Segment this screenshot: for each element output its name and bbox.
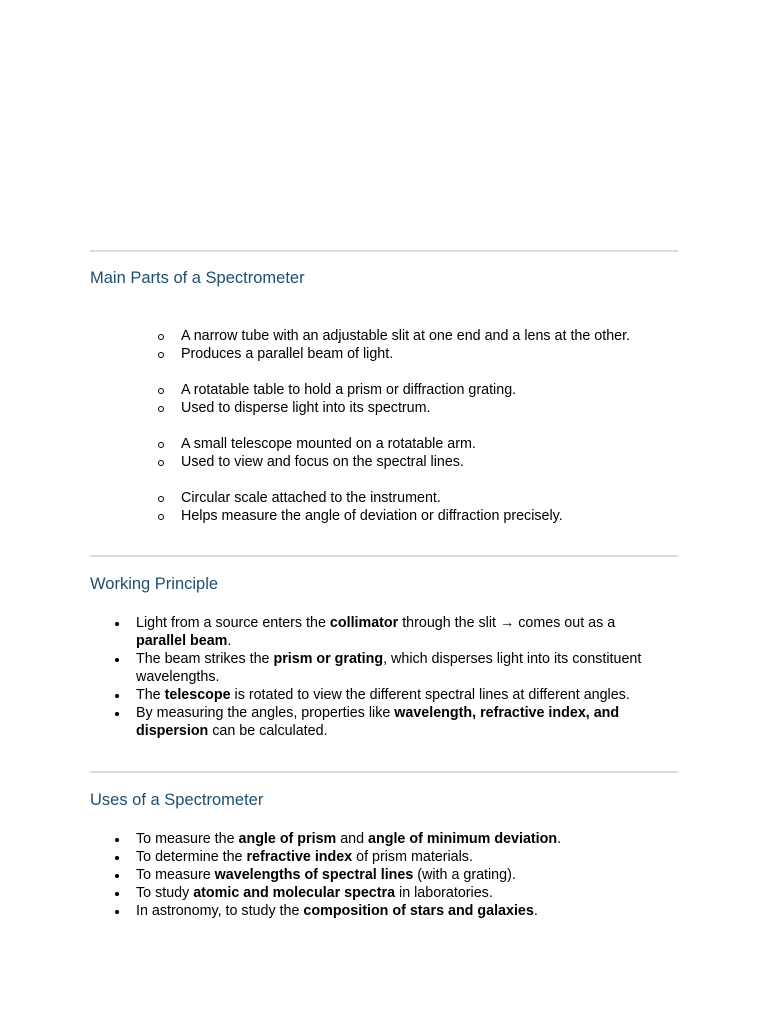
section-divider — [90, 555, 678, 557]
circle-bullet-icon — [158, 352, 164, 358]
circle-bullet-icon — [158, 406, 164, 412]
disc-bullet-icon — [115, 856, 119, 860]
list-item: The telescope is rotated to view the different spectral lines at different angles. — [0, 686, 680, 704]
list-item: Light from a source enters the collimator through the slit → comes out as a parallel beam. — [0, 614, 680, 650]
circle-bullet-icon — [158, 514, 164, 520]
disc-bullet-icon — [115, 874, 119, 878]
list-item: Circular scale attached to the instrument. — [0, 489, 630, 507]
uses-list — [0, 830, 680, 920]
disc-bullet-icon — [115, 892, 119, 896]
disc-bullet-icon — [115, 838, 119, 842]
circle-bullet-icon — [158, 334, 164, 340]
disc-bullet-icon — [115, 658, 119, 662]
list-item: To determine the refractive index of prism materials. — [0, 848, 680, 866]
list-item: Produces a parallel beam of light. — [0, 345, 630, 363]
list-item: To measure wavelengths of spectral lines (with a grating). — [0, 866, 680, 884]
disc-bullet-icon — [115, 622, 119, 626]
disc-bullet-icon — [115, 910, 119, 914]
section-divider — [90, 771, 678, 773]
list-item: To study atomic and molecular spectra in laboratories. — [0, 884, 680, 902]
disc-bullet-icon — [115, 694, 119, 698]
disc-bullet-icon — [115, 712, 119, 716]
list-item: A rotatable table to hold a prism or diffraction grating. — [0, 381, 630, 399]
list-item: To measure the angle of prism and angle of minimum deviation. — [0, 830, 680, 848]
section-heading-principle: Working Principle — [90, 575, 219, 593]
section-heading-parts: Main Parts of a Spectrometer — [90, 269, 305, 287]
circle-bullet-icon — [158, 460, 164, 466]
list-item: Used to view and focus on the spectral lines. — [0, 453, 630, 471]
circle-bullet-icon — [158, 388, 164, 394]
circle-bullet-icon — [158, 442, 164, 448]
parts-list — [0, 327, 630, 525]
list-item: By measuring the angles, properties like wavelength, refractive index, and dispersion can be calculated. — [0, 704, 680, 740]
section-heading-uses: Uses of a Spectrometer — [90, 791, 264, 809]
list-item: Helps measure the angle of deviation or diffraction precisely. — [0, 507, 630, 525]
list-item: A small telescope mounted on a rotatable arm. — [0, 435, 630, 453]
list-item: In astronomy, to study the composition of stars and galaxies. — [0, 902, 680, 920]
principle-list — [0, 614, 680, 740]
circle-bullet-icon — [158, 496, 164, 502]
list-item: The beam strikes the prism or grating, which disperses light into its constituent wavelengths. — [0, 650, 680, 686]
list-item: A narrow tube with an adjustable slit at one end and a lens at the other. — [0, 327, 630, 345]
section-divider — [90, 250, 678, 252]
list-item: Used to disperse light into its spectrum. — [0, 399, 630, 417]
